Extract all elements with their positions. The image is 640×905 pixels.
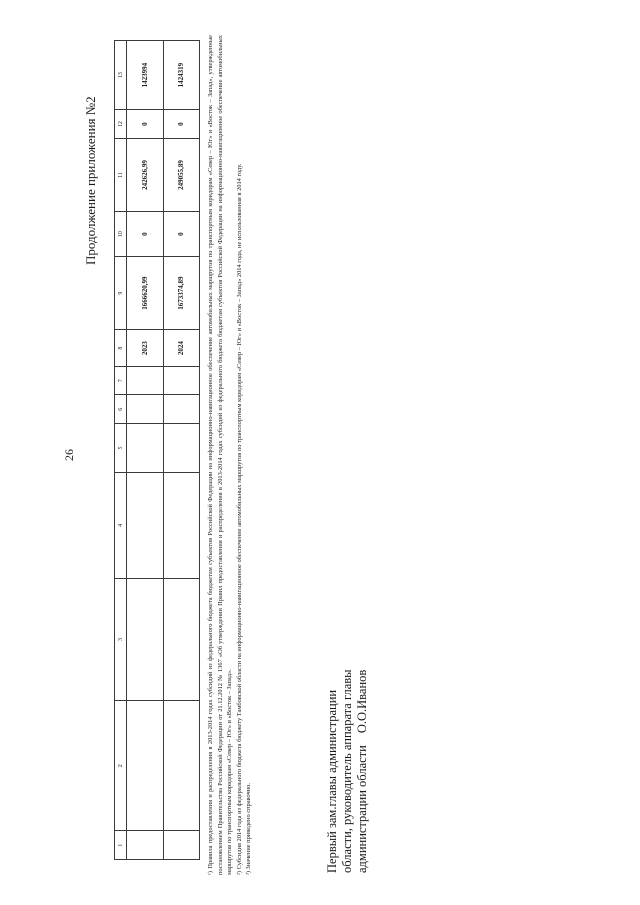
table-cell bbox=[127, 395, 164, 424]
table-cell bbox=[127, 472, 164, 578]
column-number: 3 bbox=[115, 578, 127, 700]
column-number: 11 bbox=[115, 138, 127, 211]
footnote-3: ³) Значение приведено справочно. bbox=[245, 783, 252, 875]
table-cell bbox=[163, 424, 200, 473]
signature-title-line-3 bbox=[355, 669, 370, 873]
table-cell bbox=[163, 472, 200, 578]
year-cell: 2024 bbox=[163, 330, 200, 367]
signature-block bbox=[325, 669, 370, 873]
signatory-name: О.О.Иванов bbox=[355, 669, 369, 734]
column-number: 8 bbox=[115, 330, 127, 367]
column-number: 10 bbox=[115, 212, 127, 257]
total-cell: 1666620,99 bbox=[127, 257, 164, 330]
value-cell: 0 bbox=[127, 110, 164, 139]
page-number: 26 bbox=[62, 449, 76, 461]
column-number: 1 bbox=[115, 831, 127, 860]
footnote-2: ²) Субсидия 2014 года из федерального бюджета бюджету Тамбовской области на информационно-навигационное обеспечение автомобильных маршрутов по транспортным коридорам «Север – Юг» и «Восток – Запад» 2014 года, не использованная в 2014 году. bbox=[235, 163, 243, 875]
table-cell bbox=[127, 831, 164, 860]
value-cell: 0 bbox=[163, 110, 200, 139]
column-number-row bbox=[115, 41, 127, 860]
table-cell bbox=[127, 701, 164, 831]
table-cell bbox=[163, 395, 200, 424]
value-cell: 1424319 bbox=[163, 41, 200, 110]
column-number: 7 bbox=[115, 366, 127, 395]
table-cell bbox=[163, 578, 200, 700]
table-row bbox=[163, 41, 200, 860]
data-table bbox=[114, 40, 200, 860]
table-cell bbox=[163, 366, 200, 395]
value-cell: 0 bbox=[127, 212, 164, 257]
column-number: 5 bbox=[115, 424, 127, 473]
value-cell: 0 bbox=[163, 212, 200, 257]
signature-title-line-1: Первый зам.главы администрации bbox=[325, 689, 339, 873]
footnotes bbox=[206, 35, 254, 875]
column-number: 4 bbox=[115, 472, 127, 578]
table-cell bbox=[163, 831, 200, 860]
year-cell: 2023 bbox=[127, 330, 164, 367]
table-cell bbox=[127, 578, 164, 700]
column-number: 12 bbox=[115, 110, 127, 139]
column-number: 2 bbox=[115, 701, 127, 831]
value-cell: 1423994 bbox=[127, 41, 164, 110]
data-table-container bbox=[114, 40, 200, 860]
signature-title-line-2: области, руководитель аппарата главы bbox=[340, 669, 354, 873]
table-cell bbox=[127, 424, 164, 473]
table-cell bbox=[163, 701, 200, 831]
footnote-1: ¹) Правила предоставления и распределения в 2013-2014 годах субсидий из федерального бюджета бюджетам субъектов Российской Федерации на информационно-навигационное обеспечение автомобильных маршрутов по транспортным коридорам «Север – Юг» и «Восток – Запад», утвержденные постановлением Правительства Российской Федерации от 21.12.2012 № 1367 «Об утверждении Правил предоставления и распределения в 2013-2014 годах субсидий из федерального бюджета бюджетам субъектов Российской Федерации на информационно-навигационное обеспечение автомобильных маршрутов по транспортным коридорам «Север – Юг» и «Восток – Запад». bbox=[207, 35, 233, 875]
column-number: 13 bbox=[115, 41, 127, 110]
value-cell: 242626,99 bbox=[127, 138, 164, 211]
column-number: 6 bbox=[115, 395, 127, 424]
signature-title-text: администрации области bbox=[355, 745, 369, 873]
value-cell: 249055,89 bbox=[163, 138, 200, 211]
total-cell: 1673374,89 bbox=[163, 257, 200, 330]
appendix-title: Продолжение приложения №2 bbox=[83, 96, 98, 265]
column-number: 9 bbox=[115, 257, 127, 330]
table-row bbox=[127, 41, 164, 860]
table-cell bbox=[127, 366, 164, 395]
